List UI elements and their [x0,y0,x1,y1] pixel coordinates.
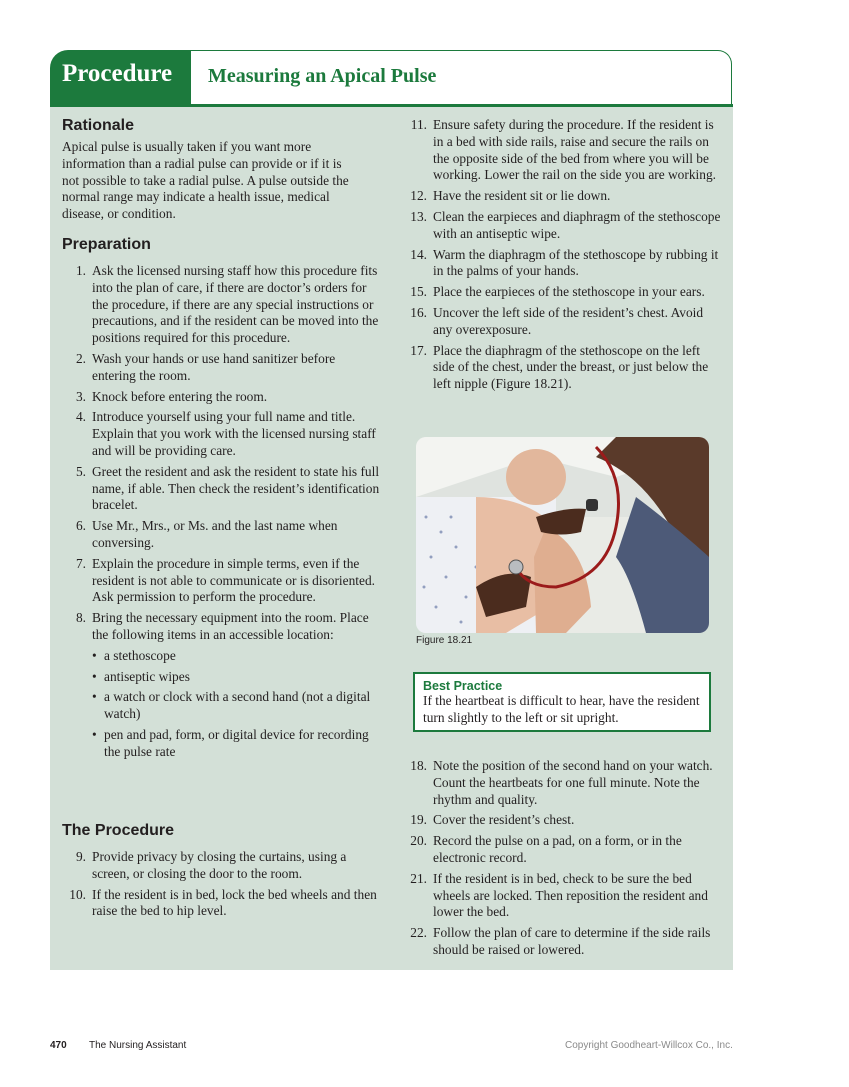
step-item [403,188,723,205]
step-text: Have the resident sit or lie down. [433,188,611,204]
step-item [62,518,382,552]
equipment-list [92,648,382,761]
step-item [62,849,382,883]
step-item [403,117,723,184]
step-text: If the resident is in bed, lock the bed wheels and then raise the bed to hip level. [92,886,377,919]
step-item [403,247,723,281]
step-item [62,464,382,514]
step-text: Follow the plan of care to determine if the side rails should be raised or lowered. [433,925,711,957]
preparation-section [62,263,382,765]
step-text: Record the pulse on a pad, on a form, or in the electronic record. [433,833,682,865]
step-text: Explain the procedure in simple terms, even if the resident is not able to communicate or is disoriented. Ask permission to perform the procedure. [92,555,375,605]
step-number: 4. [75,409,86,425]
step-text: Introduce yourself using your full name and title. Explain that you work with the licensed nursing staff and will be providing care. [92,409,376,458]
step-number: 21. [410,870,427,886]
step-item [62,409,382,459]
step-number: 18. [410,758,427,773]
step-item [62,389,382,406]
best-practice-title: Best Practice [423,679,503,693]
procedure-tab [50,50,191,106]
preparation-steps [62,263,382,644]
step-number: 15. [410,284,427,300]
step-text: Provide privacy by closing the curtains, using a screen, or closing the door to the room. [92,849,347,881]
step-text: Place the earpieces of the stethoscope in your ears. [433,284,705,300]
step-item [403,305,723,339]
step-text: Ensure safety during the procedure. If the resident is in a bed with side rails, raise and secure the rails on the opposite side of the bed from where you will be working. Lower the rail on the side you are working. [433,117,716,183]
procedure-tab-label: Procedure [62,60,173,87]
best-practice-box [413,672,711,732]
procedure-steps-left [62,849,382,924]
step-item [403,758,723,808]
step-item [403,343,723,393]
best-practice-text: If the heartbeat is difficult to hear, have the resident turn slightly to the left or sit upright. [423,693,700,725]
step-item [62,887,382,921]
step-item [62,351,382,385]
step-item [403,812,723,829]
page-title: Measuring an Apical Pulse [208,65,437,87]
equipment-item: • a watch or clock with a second hand (not a digital watch) [92,689,382,723]
preparation-heading: Preparation [62,236,151,253]
step-item [62,263,382,347]
step-number: 10. [69,886,86,902]
title-bar [191,50,732,104]
step-text: Cover the resident’s chest. [433,812,575,828]
step-item [62,610,382,644]
step-number: 16. [410,304,427,320]
figure-photo-apical-pulse [416,437,709,633]
page-number: 470 [50,1040,67,1051]
step-number: 6. [75,518,86,534]
step-number: 14. [410,246,427,262]
step-number: 17. [410,342,427,358]
procedure-heading: The Procedure [62,822,175,839]
step-number: 8. [75,610,86,626]
procedure-steps-right-bottom [403,758,723,963]
step-number: 11. [410,117,427,132]
step-text: Clean the earpieces and diaphragm of the stethoscope with an antiseptic wipe. [433,208,721,241]
rationale-heading: Rationale [62,117,135,134]
step-number: 13. [410,208,427,224]
step-text: Place the diaphragm of the stethoscope on the left side of the chest, under the breast, or just below the left nipple (Figure 18.21). [433,342,709,392]
step-number: 7. [75,555,86,571]
step-number: 20. [410,833,427,849]
procedure-steps-right-top [403,117,723,397]
step-item [403,209,723,243]
step-item [403,925,723,959]
book-title: The Nursing Assistant [89,1040,187,1051]
step-text: If the resident is in bed, check to be sure the bed wheels are locked. Then reposition the resident and lower the bed. [433,870,708,920]
step-item [62,556,382,606]
step-number: 19. [410,812,427,828]
step-item [403,833,723,867]
step-text: Bring the necessary equipment into the room. Place the following items in an accessible location: [92,610,369,642]
equipment-item: • pen and pad, form, or digital device for recording the pulse rate [92,727,382,761]
copyright: Copyright Goodheart-Willcox Co., Inc. [565,1040,733,1051]
step-text: Warm the diaphragm of the stethoscope by rubbing it in the palms of your hands. [433,246,719,279]
step-item [403,871,723,921]
step-number: 2. [75,350,86,366]
step-text: Ask the licensed nursing staff how this procedure fits into the plan of care, if there are doctor’s orders for the procedure, if there are any special instructions or precautions, and if the resident can be moved into the positions required for this procedure. [92,263,379,346]
step-number: 3. [75,388,86,404]
equipment-item: • antiseptic wipes [92,669,382,686]
step-number: 9. [75,849,86,864]
step-text: Knock before entering the room. [92,388,268,404]
figure-caption: Figure 18.21 [416,635,473,646]
step-number: 22. [410,925,427,941]
photo-illustration [416,437,709,633]
step-text: Use Mr., Mrs., or Ms. and the last name when conversing. [92,518,338,550]
rationale-text: Apical pulse is usually taken if you want more information than a radial pulse can provide or if it is not possible to take a radial pulse. A pulse outside the normal range may indicate a health issue, medical disease, or condition. [62,139,349,222]
step-text: Greet the resident and ask the resident to state his full name, if able. Then check the resident’s identification bracelet. [92,463,380,513]
equipment-item: • a stethoscope [92,648,382,665]
step-number: 5. [75,463,86,479]
step-number: 1. [75,263,86,278]
step-text: Note the position of the second hand on your watch. Count the heartbeats for one full minute. Note the rhythm and quality. [433,758,713,807]
step-number: 12. [410,188,427,204]
step-item [403,284,723,301]
step-text: Uncover the left side of the resident’s chest. Avoid any overexposure. [433,304,704,337]
step-text: Wash your hands or use hand sanitizer before entering the room. [92,350,336,383]
